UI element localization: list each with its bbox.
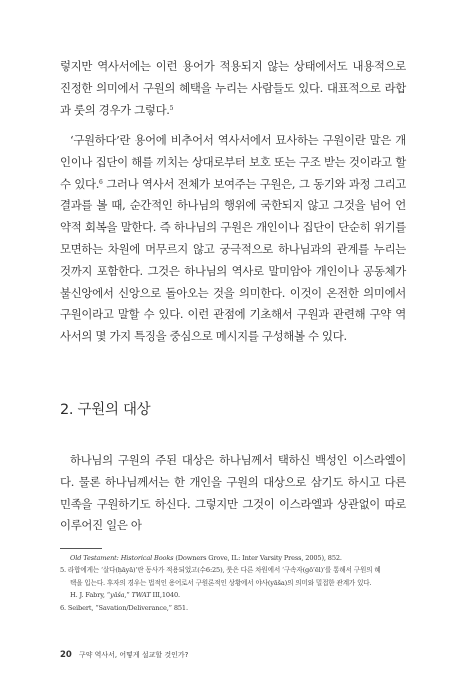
footnote-5-page: III,1040. [150, 591, 180, 600]
footnote-continuation [60, 552, 406, 564]
footnote-5-line-1: 5. 라합에게는 ‘살다(ḥāyā)’란 동사가 적용되었고(수6:25), 룻은 다른 차원에서 ‘구속자(gō’ēl)’를 통해서 구원의 혜 [60, 566, 381, 575]
footnote-5-author: H. J. Fabry, “ [70, 591, 111, 600]
footnote-5-term: yāša [110, 591, 125, 600]
footnote-divider [60, 548, 102, 549]
section-heading: 2. 구원의 대상 [60, 402, 151, 418]
paragraph-2-text-b: 그러나 역사서 전체가 보여주는 구원은, 그 동기와 과정 그리고 결과를 볼 때, 순간적인 하나님의 행위에 국한되지 않고 그것을 넘어 언약적 회복을 말한다. 즉 하나님의 구원은 개인이나 집단이 단순히 위기를 모면하는 차원에 머무르지 않고 궁극적으로 하나님과의 관계를 누리는 것까지 포함한다. 그것은 하나님의 역사로 말미암아 개인이나 공동체가 불신앙에서 신앙으로 돌아오는 것을 의미한다. 이것이 온전한 의미에서 구원이라고 말할 수 있다. 이런 관점에 기초해서 구원과 관련해 구약 역사서의 몇 가지 특징을 중심으로 메시지를 구성해볼 수 있다. [60, 176, 406, 344]
footnote-ref-6: 6 [99, 178, 103, 186]
body-paragraph-3 [60, 450, 406, 537]
paragraph-2-text-a: ‘구원하다’란 용어에 비추어서 역사서에서 묘사하는 구원이란 말은 개인이나 집단이 해를 끼치는 상대로부터 보호 또는 구조 받는 것이라고 할 수 있다. [60, 133, 406, 191]
footnote-continuation-text: (Downers Grove, IL: Inter Varsity Press, 2005), 852. [173, 554, 342, 562]
footnote-ref-5: 5 [169, 104, 174, 112]
body-paragraph-2 [60, 130, 406, 348]
footnote-5-separator: ,” [124, 591, 132, 600]
running-title: 구약 역사서, 어떻게 설교할 것인가? [78, 651, 189, 659]
paragraph-1-text: 렇지만 역사서에는 이런 용어가 적용되지 않는 상태에서도 내용적으로 진정한 의미에서 구원의 혜택을 누리는 사람들도 있다. 대표적으로 라합과 룻의 경우가 그렇다. [60, 59, 406, 117]
footnote-5-line-2: 택을 입는다. 후자의 경우는 법적인 용어로서 구원론적인 상황에서 야사(yāša)의 의미와 밀접한 관계가 있다. [70, 578, 372, 587]
footnote-5-source: TWAT [131, 591, 151, 600]
body-paragraph-1 [60, 56, 406, 121]
footnote-5-line-3 [60, 589, 406, 601]
book-title: Old Testament: Historical Books [70, 554, 174, 562]
footnotes [60, 552, 406, 614]
footnote-6: 6. Seibert, “Savation/Deliverance,” 851. [60, 603, 188, 612]
paragraph-3-text: 하나님의 구원의 주된 대상은 하나님께서 택하신 백성인 이스라엘이다. 물론 하나님께서는 한 개인을 구원의 대상으로 삼기도 하시고 다른 민족을 구원하기도 하신다. 그렇지만 그것이 이스라엘과 상관없이 따로 이루어진 일은 아 [60, 453, 406, 533]
page-footer [60, 650, 188, 660]
page-number: 20 [60, 650, 72, 660]
